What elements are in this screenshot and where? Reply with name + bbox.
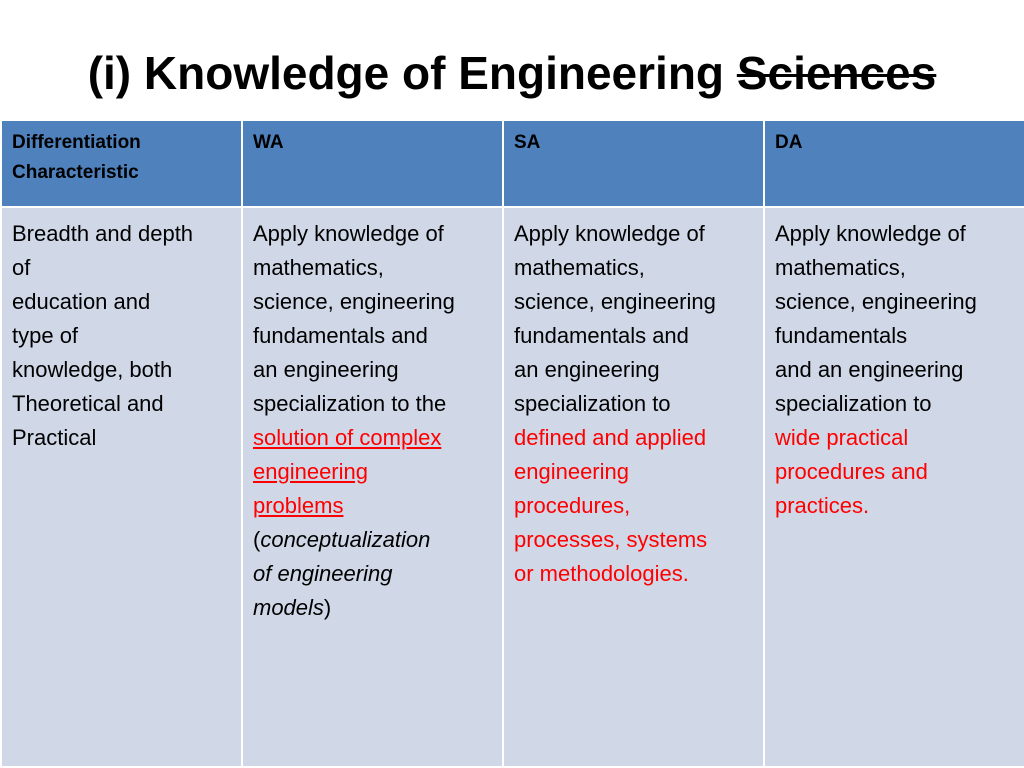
table-header-row [1, 120, 1024, 207]
header-da: DA [764, 120, 1024, 207]
cell-wa [242, 207, 503, 767]
slide-title-main: (i) Knowledge of Engineering [87, 47, 737, 99]
slide-title-struck-word: Sciences [736, 47, 937, 99]
wa-intro-text: Apply knowledge of mathematics, science, engineering fundamentals and an engineering specialization to the [253, 221, 455, 416]
slide-title [0, 42, 1024, 104]
comparison-table [0, 119, 1024, 768]
sa-highlight-text: defined and applied engineering procedures, processes, systems or methodologies. [514, 425, 708, 586]
wa-highlight-text: solution of complex engineering problems [253, 425, 442, 518]
da-highlight-text: wide practical procedures and practices. [775, 425, 928, 518]
header-wa: WA [242, 120, 503, 207]
cell-characteristic: Breadth and depth of education and type of knowledge, both Theoretical and Practical [1, 207, 242, 767]
header-differentiation-characteristic: Differentiation Characteristic [1, 120, 242, 207]
cell-da [764, 207, 1024, 767]
wa-italic-text: conceptualization of engineering models [253, 527, 431, 620]
header-sa: SA [503, 120, 764, 207]
da-intro-text: Apply knowledge of mathematics, science, engineering fundamentals and an engineering specialization to [775, 221, 977, 416]
sa-intro-text: Apply knowledge of mathematics, science, engineering fundamentals and an engineering specialization to [514, 221, 716, 416]
wa-paren-close: ) [323, 595, 332, 620]
wa-paren-open: ( [253, 527, 261, 552]
table-row [1, 207, 1024, 767]
cell-sa [503, 207, 764, 767]
